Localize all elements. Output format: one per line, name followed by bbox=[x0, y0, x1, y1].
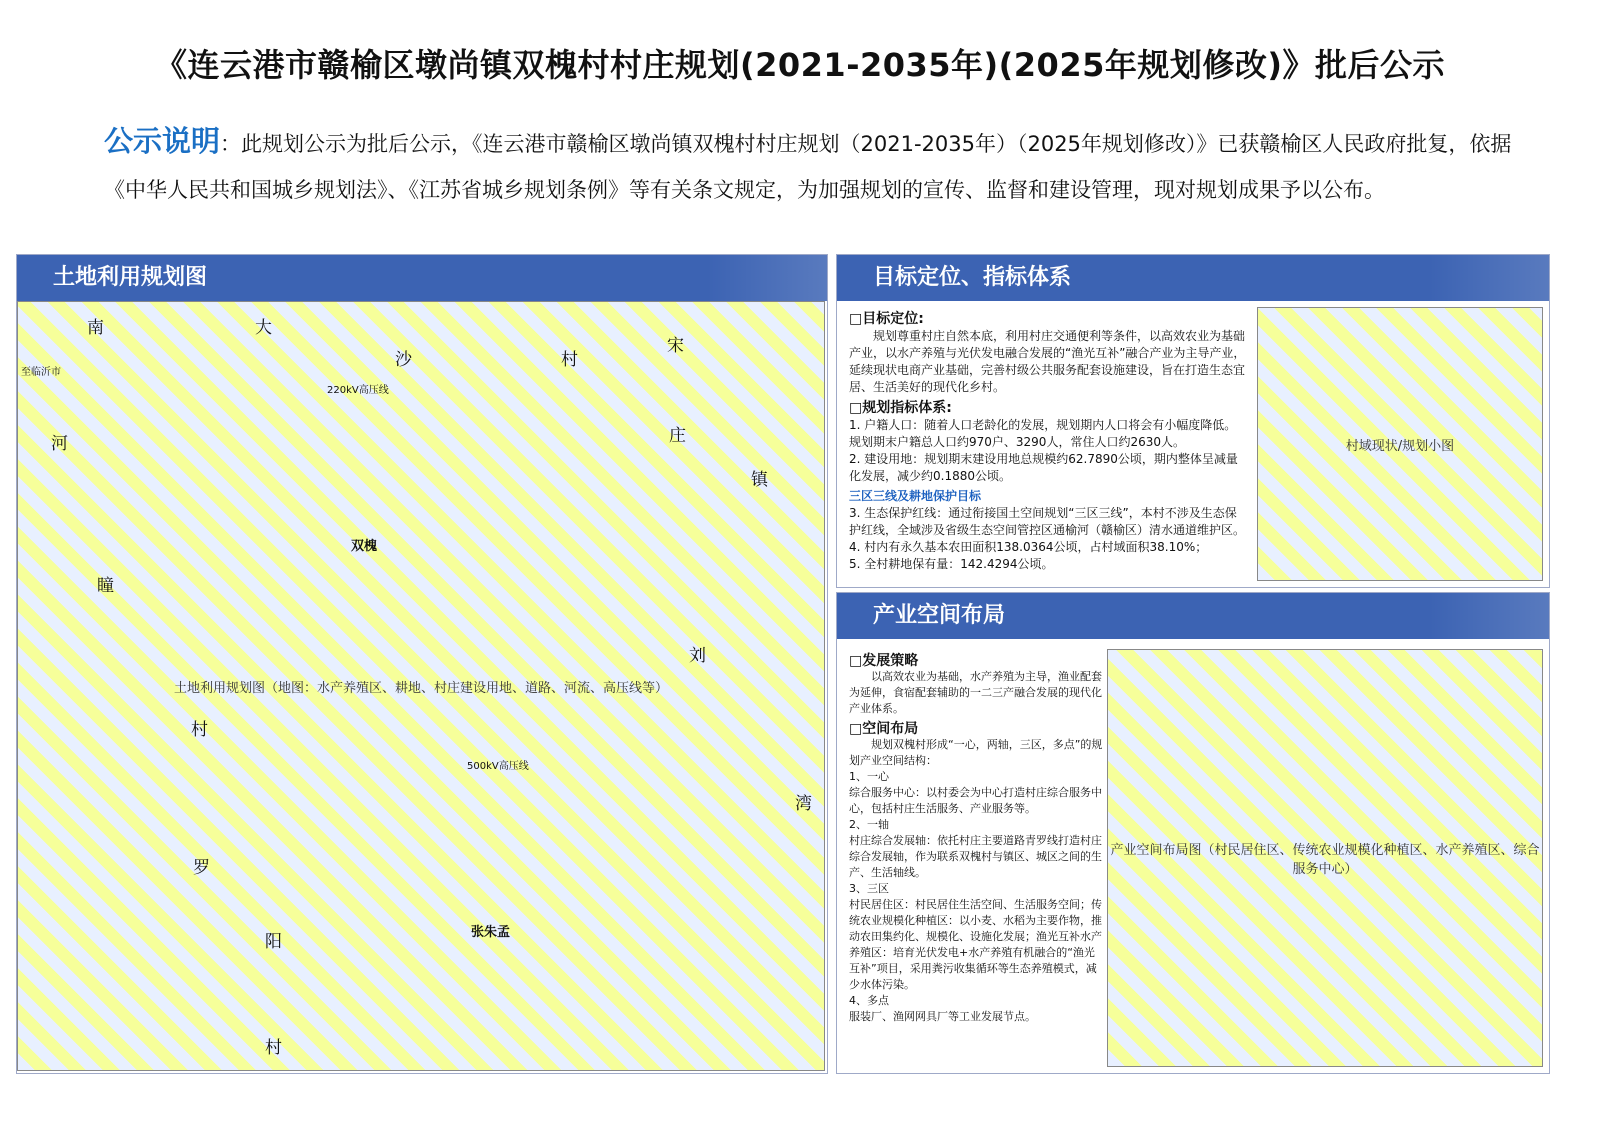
map-label: 刘 bbox=[689, 646, 706, 666]
industry-s2: 2、一轴 bbox=[849, 818, 889, 831]
industry-panel-header bbox=[837, 593, 1549, 639]
map-label: 镇 bbox=[751, 470, 768, 490]
industry-s2-text: 村庄综合发展轴：依托村庄主要道路青罗线打造村庄综合发展轴，作为联系双槐村与镇区、城区之间的生产、生活轴线。 bbox=[849, 834, 1102, 879]
industry-sec1-heading: □发展策略 bbox=[849, 653, 919, 669]
industry-s3: 3、三区 bbox=[849, 882, 889, 895]
land-use-panel-header bbox=[17, 255, 827, 301]
notice-text: ：此规划公示为批后公示，《连云港市赣榆区墩尚镇双槐村村庄规划（2021-2035年）（2025年规划修改）》已获赣榆区人民政府批复，依据《中华人民共和国城乡规划法》、《江苏省城乡规划条例》等有关条文规定，为加强规划的宣传、监督和建设管理，现对规划成果予以公布。 bbox=[104, 132, 1512, 202]
land-use-panel-title: 土地利用规划图 bbox=[53, 265, 208, 290]
industry-s4-text: 服装厂、渔网网具厂等工业发展节点。 bbox=[849, 1010, 1036, 1023]
industry-sec1-text: 以高效农业为基础，水产养殖为主导，渔业配套为延伸，食宿配套辅助的一二三产融合发展的现代化产业体系。 bbox=[849, 670, 1102, 715]
target-item4: 4. 村内有永久基本农田面积138.0364公顷，占村域面积38.10%； bbox=[849, 540, 1208, 554]
land-use-map-caption: 土地利用规划图（地图：水产养殖区、耕地、村庄建设用地、道路、河流、高压线等） bbox=[173, 680, 668, 696]
industry-panel bbox=[836, 592, 1550, 1074]
target-item2: 2. 建设用地：规划期末建设用地总规模约62.7890公顷，期内整体呈减量化发展，减少约0.1880公顷。 bbox=[849, 452, 1238, 483]
map-label: 南 bbox=[87, 318, 104, 338]
industry-s1: 1、一心 bbox=[849, 770, 889, 783]
target-panel-title: 目标定位、指标体系 bbox=[873, 265, 1072, 290]
map-label: 至临沂市 bbox=[21, 367, 61, 378]
target-sec1-text: 规划尊重村庄自然本底，利用村庄交通便利等条件，以高效农业为基础产业，以水产养殖与光伏发电融合发展的“渔光互补”融合产业为主导产业，延续现状电商产业基础，完善村级公共服务配套设施建设，旨在打造生态宜居、生活美好的现代化乡村。 bbox=[849, 329, 1246, 394]
map-label: 大 bbox=[255, 318, 272, 338]
map-label: 双槐 bbox=[351, 539, 378, 554]
land-use-map-area bbox=[17, 301, 827, 1073]
page-title: 《连云港市赣榆区墩尚镇双槐村村庄规划(2021-2035年)(2025年规划修改)》批后公示 bbox=[155, 46, 1445, 84]
target-text bbox=[849, 307, 1247, 573]
land-use-map bbox=[17, 301, 825, 1071]
industry-s3-text: 村民居住区：村民居住生活空间、生活服务空间；传统农业规模化种植区：以小麦、水稻为主要作物，推动农田集约化、规模化、设施化发展；渔光互补水产养殖区：培育光伏发电+水产养殖有机融合的“渔光互补”项目，采用粪污收集循环等生态养殖模式，减少水体污染。 bbox=[849, 898, 1102, 991]
target-mini-map-caption: 村域现状/规划小图 bbox=[1345, 438, 1455, 454]
industry-sec2-heading: □空间布局 bbox=[849, 721, 919, 737]
land-use-panel bbox=[16, 254, 828, 1074]
map-label: 村 bbox=[265, 1038, 282, 1058]
map-label: 瞳 bbox=[97, 576, 114, 596]
target-mini-map bbox=[1257, 307, 1543, 581]
map-label: 500kV高压线 bbox=[467, 761, 529, 772]
map-label: 河 bbox=[51, 434, 68, 454]
map-label: 220kV高压线 bbox=[327, 385, 389, 396]
industry-s1-text: 综合服务中心：以村委会为中心打造村庄综合服务中心，包括村庄生活服务、产业服务等。 bbox=[849, 786, 1102, 815]
industry-panel-title: 产业空间布局 bbox=[873, 603, 1006, 628]
target-sec2-heading: □规划指标体系: bbox=[849, 400, 952, 416]
industry-text bbox=[849, 649, 1103, 1025]
map-label: 阳 bbox=[265, 932, 282, 952]
target-subheading: 三区三线及耕地保护目标 bbox=[849, 489, 982, 503]
map-label: 庄 bbox=[669, 426, 686, 446]
target-panel-header bbox=[837, 255, 1549, 301]
target-item3: 3. 生态保护红线：通过衔接国土空间规划“三区三线”，本村不涉及生态保护红线，全域涉及省级生态空间管控区通榆河（赣榆区）清水通道维护区。 bbox=[849, 506, 1246, 537]
notice-label: 公示说明 bbox=[104, 124, 221, 158]
industry-sec2-text: 规划双槐村形成“一心，两轴，三区，多点”的规划产业空间结构： bbox=[849, 738, 1103, 767]
target-panel bbox=[836, 254, 1550, 588]
target-item5: 5. 全村耕地保有量：142.4294公顷。 bbox=[849, 557, 1054, 571]
map-label: 罗 bbox=[193, 858, 210, 878]
target-sec1-heading: □目标定位: bbox=[849, 311, 924, 327]
industry-map bbox=[1107, 649, 1543, 1067]
map-label: 湾 bbox=[795, 794, 812, 814]
industry-s4: 4、多点 bbox=[849, 994, 889, 1007]
target-item1: 1. 户籍人口：随着人口老龄化的发展，规划期内人口将会有小幅度降低。规划期末户籍总人口约970户、3290人，常住人口约2630人。 bbox=[849, 418, 1237, 449]
industry-map-caption: 产业空间布局图（村民居住区、传统农业规模化种植区、水产养殖区、综合服务中心） bbox=[1110, 843, 1540, 877]
notice-paragraph bbox=[104, 118, 1544, 213]
map-label: 沙 bbox=[395, 350, 412, 370]
map-label: 村 bbox=[561, 350, 578, 370]
map-label: 村 bbox=[191, 720, 208, 740]
map-label: 宋 bbox=[667, 336, 684, 356]
map-label: 张朱孟 bbox=[471, 925, 511, 940]
